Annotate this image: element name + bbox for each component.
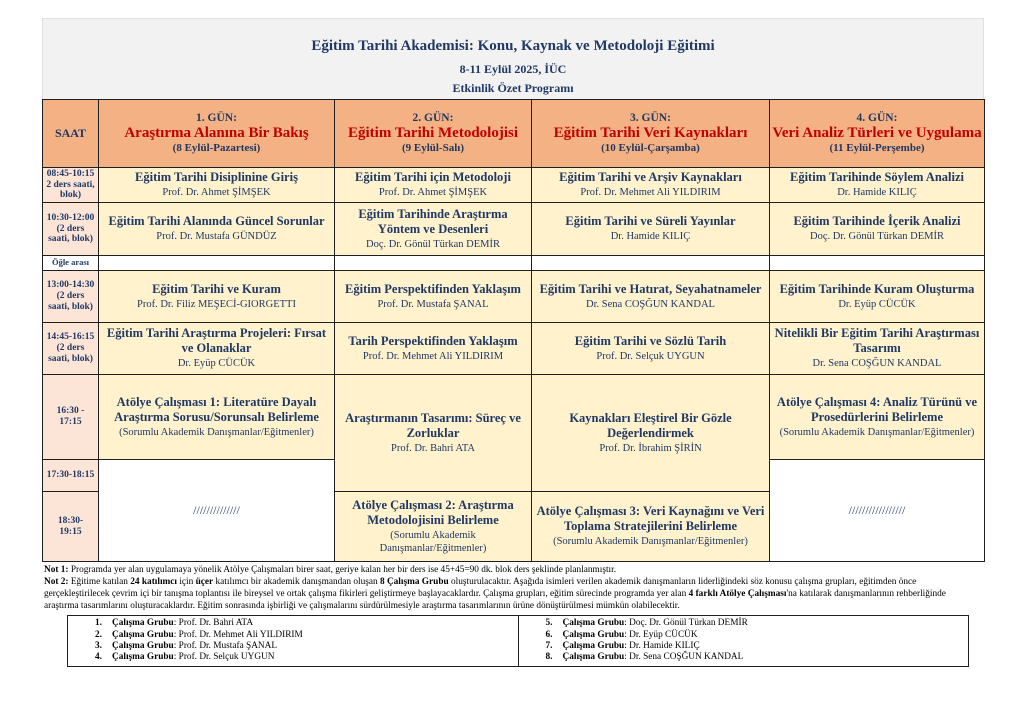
note-emphasis: 24 katılımcı: [130, 577, 177, 588]
session-cell: [532, 271, 770, 323]
session-speaker: (Sorumlu Akademik Danışmanlar/Eğitmenler): [379, 530, 487, 554]
slash-placeholder: /////////////////: [848, 503, 906, 518]
session-speaker: Prof. Dr. Selçuk UYGUN: [596, 350, 705, 362]
program-page: [42, 18, 984, 667]
group-advisor: Prof. Dr. Selçuk UYGUN: [178, 652, 275, 663]
session-title: Eğitim Tarihi Disiplinine Giriş: [135, 170, 298, 185]
session-title: Atölye Çalışması 2: Araştırma Metodolojisini Belirleme: [352, 498, 514, 528]
day-header-row: [43, 100, 985, 168]
schedule-row-2: [43, 203, 985, 256]
time-slot-5: [43, 375, 99, 460]
schedule-table: [42, 99, 985, 562]
session-title: Eğitim Tarihi için Metodoloji: [355, 170, 511, 185]
session-title: Eğitim Tarihi ve Süreli Yayınlar: [565, 214, 736, 229]
session-cell-tall: [532, 375, 770, 492]
slash-cell: [99, 460, 335, 562]
group-advisor: Dr. Sena COŞĞUN KANDAL: [629, 652, 744, 663]
time-label: 16:30 - 17:15: [56, 406, 85, 427]
session-cell: [770, 323, 985, 375]
session-cell: [770, 168, 985, 203]
group-number: 3.: [95, 640, 102, 651]
workshop-3-cell: [532, 492, 770, 562]
day-header-2: [335, 100, 532, 168]
study-groups-table: [67, 615, 969, 666]
session-title: Atölye Çalışması 4: Analiz Türünü ve Prosedürlerini Belirleme: [776, 394, 978, 424]
groups-right-column: [518, 616, 969, 666]
session-speaker: Doç. Dr. Gönül Türkan DEMİR: [366, 238, 500, 250]
day-title: Araştırma Alanına Bir Bakış: [124, 125, 309, 142]
time-label: 14:45-16:15 (2 ders saati, blok): [46, 332, 95, 364]
session-cell: [532, 203, 770, 256]
time-slot-4: [43, 323, 99, 375]
session-title: Eğitim Tarihi ve Arşiv Kaynakları: [559, 170, 742, 185]
session-title: Eğitim Perspektifinden Yaklaşım: [345, 281, 521, 296]
note-text: için: [179, 577, 194, 588]
time-slot-6: [43, 460, 99, 492]
schedule-row-4: [43, 323, 985, 375]
time-slot-2: [43, 203, 99, 256]
group-item: 8. Çalışma Grubu: Dr. Sena COŞĞUN KANDAL: [523, 652, 965, 663]
session-cell: [770, 271, 985, 323]
group-number: 8.: [545, 652, 553, 663]
day-header-3: [532, 100, 770, 168]
session-speaker: Prof. Dr. Filiz MEŞECİ-GIORGETTI: [137, 298, 296, 310]
group-advisor: Dr. Eyüp CÜCÜK: [629, 629, 698, 640]
note-text: katılımcı bir akademik danışmandan oluşan: [215, 577, 378, 588]
group-item: 3. Çalışma Grubu: Prof. Dr. Mustafa ŞANAL: [72, 641, 514, 652]
day-date: (10 Eylül-Çarşamba): [601, 142, 700, 155]
group-advisor: Prof. Dr. Bahri ATA: [178, 618, 254, 629]
session-speaker: Dr. Hamide KILIÇ: [837, 187, 917, 199]
note-text: oluşturulacaktır. Aşağıda isimleri verilen akademik danışmanların liderliğindeki söz konusu çalışma grupları, eğitimden önce gerçekleştirilecek çevrim içi bir tanışma toplantısı ile bireysel ve ortak çalışma fikirleri geliştirmeye başlayacaklardır. Çalışma grupları, eğitim sürecinde programda yer alan: [44, 577, 917, 600]
session-title: Eğitim Tarihinde Araştırma Yöntem ve Desenleri: [358, 206, 508, 236]
group-label: Çalışma Grubu: [562, 640, 625, 651]
empty-cell: [532, 256, 770, 271]
empty-cell: [335, 256, 532, 271]
session-speaker: Dr. Sena COŞĞUN KANDAL: [586, 298, 715, 310]
session-speaker: Prof. Dr. Mustafa GÜNDÜZ: [156, 231, 277, 243]
session-cell: [770, 203, 985, 256]
session-cell: [99, 323, 335, 375]
day-header-4: [770, 100, 985, 168]
group-advisor: Dr. Hamide KILIÇ: [629, 640, 700, 651]
session-title: Eğitim Tarihi ve Sözlü Tarih: [574, 333, 727, 348]
day-date: (8 Eylül-Pazartesi): [172, 142, 261, 155]
group-item: 5. Çalışma Grubu: Doç. Dr. Gönül Türkan DEMİR: [523, 618, 965, 629]
lunch-label: Öğle arası: [43, 256, 99, 271]
group-advisor: Doç. Dr. Gönül Türkan DEMİR: [629, 618, 748, 629]
group-label: Çalışma Grubu: [112, 629, 174, 640]
session-speaker: Prof. Dr. Mehmet Ali YILDIRIM: [580, 187, 721, 199]
event-dates: 8-11 Eylül 2025, İÜC: [459, 62, 567, 76]
group-number: 7.: [545, 640, 553, 651]
workshop-1-cell: [99, 375, 335, 460]
session-cell: [335, 271, 532, 323]
note-emphasis: üçer: [195, 577, 214, 588]
slash-cell: [770, 460, 985, 562]
document-title: Eğitim Tarihi Akademisi: Konu, Kaynak ve Metodoloji Eğitimi: [311, 38, 715, 54]
empty-cell: [770, 256, 985, 271]
lunch-row: [43, 256, 985, 271]
session-title: Eğitim Tarihi ve Kuram: [152, 281, 281, 296]
session-title: Kaynakları Eleştirel Bir Gözle Değerlendirmek: [569, 410, 732, 440]
group-label: Çalışma Grubu: [562, 618, 625, 629]
slash-placeholder: //////////////: [193, 503, 240, 518]
group-number: 1.: [95, 618, 102, 629]
session-speaker: (Sorumlu Akademik Danışmanlar/Eğitmenler): [779, 426, 975, 438]
group-label: Çalışma Grubu: [112, 652, 174, 663]
session-title: Eğitim Tarihi ve Hatırat, Seyahatnameler: [539, 281, 762, 296]
schedule-row-5: [43, 375, 985, 460]
empty-cell: [99, 256, 335, 271]
day-date: (9 Eylül-Salı): [401, 142, 465, 155]
note-2: [44, 576, 982, 612]
session-speaker: Prof. Dr. Ahmet ŞİMŞEK: [162, 187, 271, 199]
group-item: 4. Çalışma Grubu: Prof. Dr. Selçuk UYGUN: [72, 652, 514, 663]
group-advisor: Prof. Dr. Mehmet Ali YILDIRIM: [178, 629, 303, 640]
session-speaker: Dr. Eyüp CÜCÜK: [177, 358, 256, 370]
note-text: Eğitime katılan: [70, 577, 128, 588]
document-header: [42, 18, 984, 99]
group-advisor: Prof. Dr. Mustafa ŞANAL: [178, 640, 278, 651]
group-number: 6.: [545, 629, 553, 640]
saat-header: SAAT: [43, 100, 99, 168]
time-label: 18:30- 19:15: [57, 515, 84, 537]
day-title: Eğitim Tarihi Metodolojisi: [347, 125, 518, 142]
day-number: 3. GÜN:: [630, 112, 671, 125]
session-cell: [335, 168, 532, 203]
session-title: Araştırmanın Tasarımı: Süreç ve Zorluklar: [345, 410, 521, 440]
session-speaker: Doç. Dr. Gönül Türkan DEMİR: [810, 231, 944, 243]
time-label: 17:30-18:15: [46, 470, 95, 481]
session-speaker: Prof. Dr. Ahmet ŞİMŞEK: [378, 187, 488, 199]
session-speaker: (Sorumlu Akademik Danışmanlar/Eğitmenler): [119, 426, 314, 438]
day-number: 1. GÜN:: [196, 112, 237, 125]
group-item: 6. Çalışma Grubu: Dr. Eyüp CÜCÜK: [523, 630, 965, 641]
group-item: 7. Çalışma Grubu: Dr. Hamide KILIÇ: [523, 641, 965, 652]
schedule-row-3: [43, 271, 985, 323]
group-number: 5.: [545, 618, 553, 629]
group-item: 1. Çalışma Grubu: Prof. Dr. Bahri ATA: [72, 618, 514, 629]
group-number: 2.: [95, 629, 102, 640]
group-label: Çalışma Grubu: [112, 618, 174, 629]
day-date: (11 Eylül-Perşembe): [829, 142, 925, 155]
workshop-2-cell: [335, 492, 532, 562]
session-speaker: Prof. Dr. Mustafa ŞANAL: [377, 298, 489, 310]
workshop-4-cell: [770, 375, 985, 460]
session-title: Eğitim Tarihinde İçerik Analizi: [793, 214, 961, 229]
note-emphasis: 4 farklı Atölye Çalışması: [688, 589, 787, 600]
note-label: Not 1:: [44, 565, 69, 575]
time-slot-3: [43, 271, 99, 323]
session-title: Atölye Çalışması 3: Veri Kaynağını ve Veri Toplama Stratejilerini Belirleme: [536, 504, 765, 534]
session-speaker: Dr. Hamide KILIÇ: [610, 231, 691, 243]
session-speaker: Dr. Eyüp CÜCÜK: [838, 298, 916, 310]
note-text: Programda yer alan uygulamaya yönelik Atölye Çalışmaları birer saat, geriye kalan her bir ders ise 45+45=90 dk. blok ders şeklinde planlanmıştır.: [70, 565, 617, 575]
groups-left-column: [68, 616, 519, 666]
session-title: Eğitim Tarihinde Söylem Analizi: [790, 170, 964, 185]
session-speaker: Prof. Dr. İbrahim ŞİRİN: [599, 442, 702, 454]
session-speaker: (Sorumlu Akademik Danışmanlar/Eğitmenler): [553, 536, 748, 548]
time-slot-1: [43, 168, 99, 203]
session-title: Eğitim Tarihi Araştırma Projeleri: Fırsat ve Olanaklar: [106, 326, 327, 356]
schedule-row-1: [43, 168, 985, 203]
session-cell: [99, 271, 335, 323]
session-title: Tarih Perspektifinden Yaklaşım: [348, 333, 518, 348]
session-cell: [532, 323, 770, 375]
session-cell: [99, 168, 335, 203]
group-label: Çalışma Grubu: [562, 652, 625, 663]
group-label: Çalışma Grubu: [562, 629, 625, 640]
session-title: Nitelikli Bir Eğitim Tarihi Araştırması Tasarımı: [774, 326, 980, 356]
session-title: Eğitim Tarihinde Kuram Oluşturma: [779, 281, 975, 296]
time-label: 13:00-14:30 (2 ders saati, blok): [46, 280, 95, 312]
time-slot-7: [43, 492, 99, 562]
session-speaker: Dr. Sena COŞĞUN KANDAL: [812, 358, 942, 370]
session-cell: [532, 168, 770, 203]
time-label: 08:45-10:15 2 ders saati, blok): [46, 168, 95, 201]
day-title: Veri Analiz Türleri ve Uygulama: [772, 125, 982, 142]
day-number: 4. GÜN:: [856, 112, 898, 125]
note-emphasis: 8 Çalışma Grubu: [379, 577, 449, 588]
time-label: 10:30-12:00 (2 ders saati, blok): [46, 212, 95, 245]
session-cell: [335, 323, 532, 375]
day-title: Eğitim Tarihi Veri Kaynakları: [553, 125, 748, 142]
group-number: 4.: [95, 652, 102, 663]
session-title: Eğitim Tarihi Alanında Güncel Sorunlar: [108, 214, 325, 229]
group-item: 2. Çalışma Grubu: Prof. Dr. Mehmet Ali YILDIRIM: [72, 630, 514, 641]
note-text: 'na katılarak danışmanlarının rehberliğinde araştırma tasarımlarını oluşturacaklardır. Eğitim sonrasında işbirliği ve çalışmalarını sürdürülmesiyle araştırma tasarımlarının ürüne dönüştürülmesi mümkün olabilecektir.: [44, 589, 946, 612]
day-header-1: [99, 100, 335, 168]
note-label: Not 2:: [44, 577, 69, 588]
notes-section: [42, 562, 984, 612]
session-title: Atölye Çalışması 1: Literatüre Dayalı Araştırma Sorusu/Sorunsalı Belirleme: [114, 394, 319, 424]
session-speaker: Prof. Dr. Bahri ATA: [390, 442, 476, 454]
day-number: 2. GÜN:: [412, 112, 454, 125]
session-cell: [335, 203, 532, 256]
session-speaker: Prof. Dr. Mehmet Ali YILDIRIM: [362, 350, 504, 362]
document-subtitle: Etkinlik Özet Programı: [452, 81, 574, 95]
note-1: [44, 564, 982, 576]
group-label: Çalışma Grubu: [112, 640, 174, 651]
session-cell: [99, 203, 335, 256]
session-cell-tall: [335, 375, 532, 492]
